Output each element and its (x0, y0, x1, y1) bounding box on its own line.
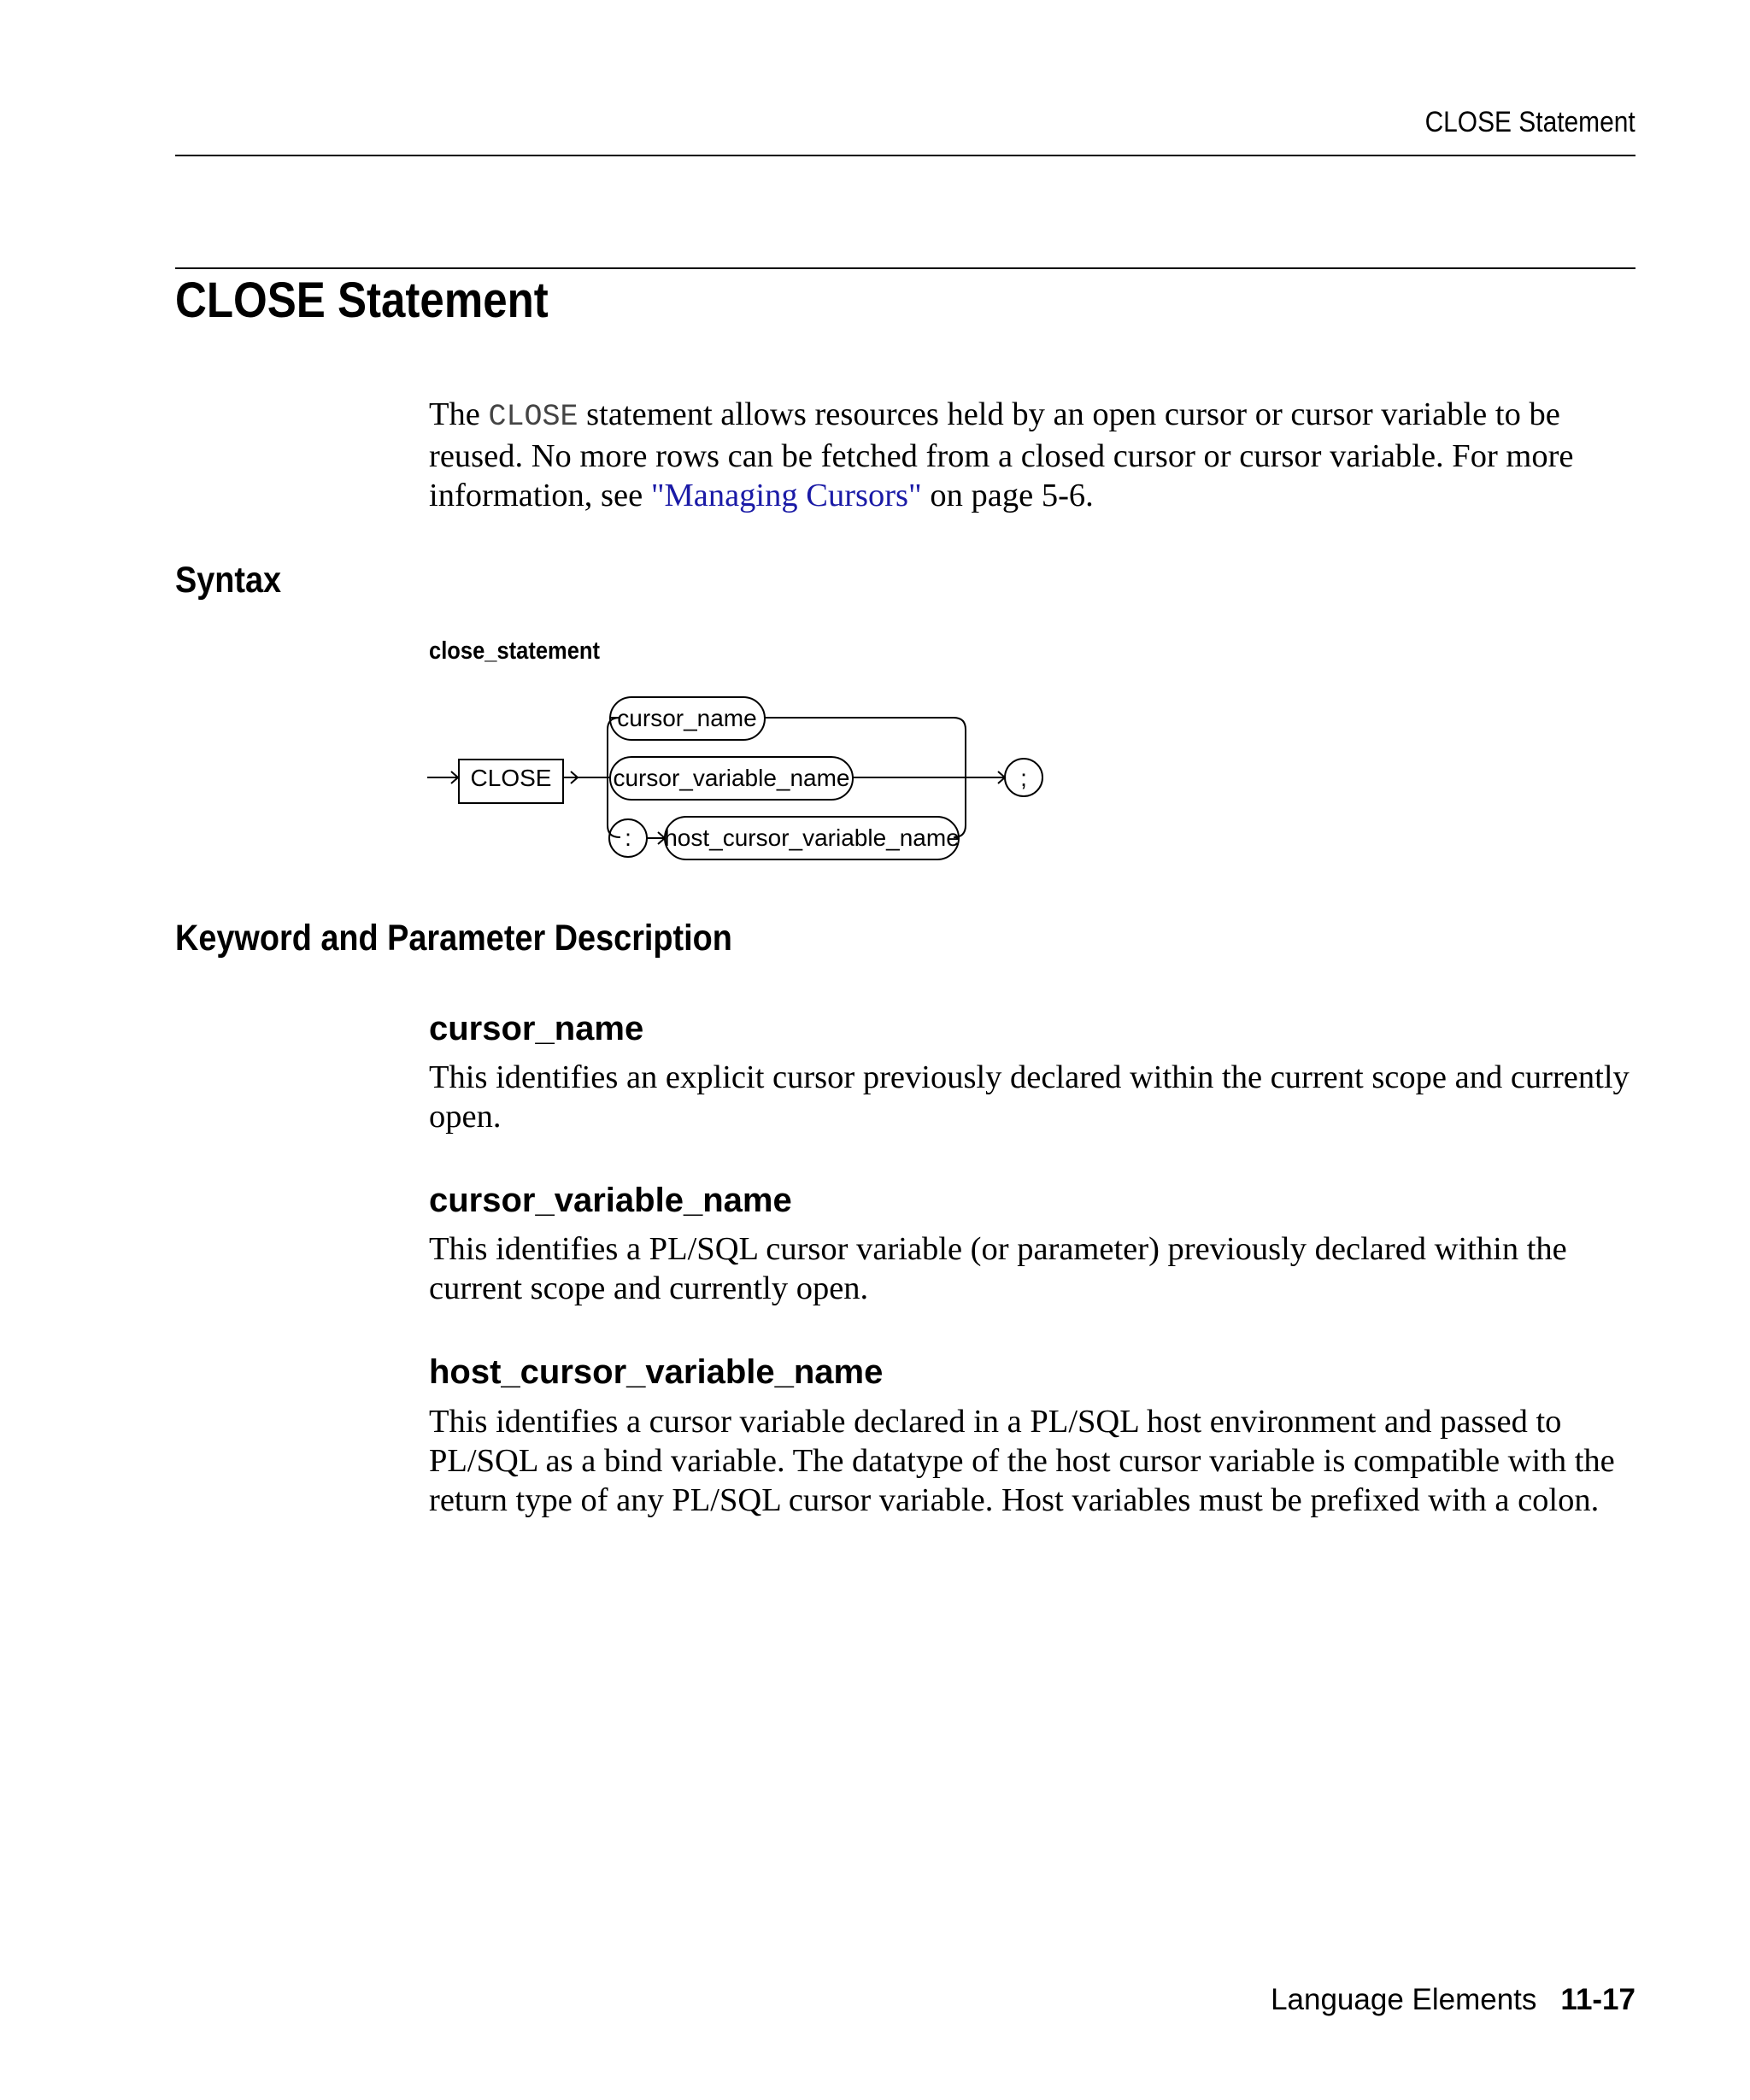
param-desc-cursor-name: This identifies an explicit cursor previously declared within the current scope and currently open. (429, 1059, 1630, 1135)
page-footer (1271, 1983, 1635, 2017)
param-term-cursor-name: cursor_name (429, 1010, 644, 1047)
cursor-variable-name-text: cursor_variable_name (613, 765, 850, 791)
param-term-host-cursor-variable-name: host_cursor_variable_name (429, 1353, 884, 1391)
semicolon-text: ; (1020, 765, 1027, 791)
intro-code-keyword: CLOSE (488, 400, 578, 434)
intro-paragraph (429, 395, 1642, 515)
host-cursor-variable-name-text: host_cursor_variable_name (664, 824, 960, 851)
managing-cursors-link[interactable]: "Managing Cursors" (650, 478, 922, 513)
title-rule (175, 267, 1635, 269)
param-desc-cursor-variable-name: This identifies a PL/SQL cursor variable (or parameter) previously declared within the current scope and currently open. (429, 1231, 1567, 1306)
syntax-diagram (424, 689, 1056, 868)
close-keyword-text: CLOSE (470, 765, 552, 791)
intro-text-2: statement allows resources held by an open cursor or cursor variable to be reused. No more rows can be fetched from a closed cursor or cursor variable. For more information, see (429, 396, 1574, 513)
page-number: 11-17 (1560, 1983, 1635, 2016)
parameters-heading: Keyword and Parameter Description (175, 918, 732, 959)
syntax-heading: Syntax (175, 560, 282, 601)
param-term-cursor-variable-name: cursor_variable_name (429, 1182, 792, 1219)
colon-text: : (625, 824, 631, 851)
param-desc-host-cursor-variable-name: This identifies a cursor variable declared in a PL/SQL host environment and passed to PL/SQL as a bind variable. The datatype of the host cursor variable is compatible with the return type of any PL/SQL cursor variable. Host variables must be prefixed with a colon. (429, 1404, 1615, 1518)
page-title: CLOSE Statement (175, 273, 549, 328)
intro-text-3: on page 5-6. (921, 478, 1094, 513)
diagram-label: close_statement (429, 637, 601, 665)
intro-text-1: The (429, 396, 489, 432)
running-header: CLOSE Statement (1424, 106, 1635, 138)
cursor-name-text: cursor_name (617, 705, 757, 731)
header-rule (175, 155, 1635, 156)
footer-section: Language Elements (1271, 1983, 1537, 2016)
